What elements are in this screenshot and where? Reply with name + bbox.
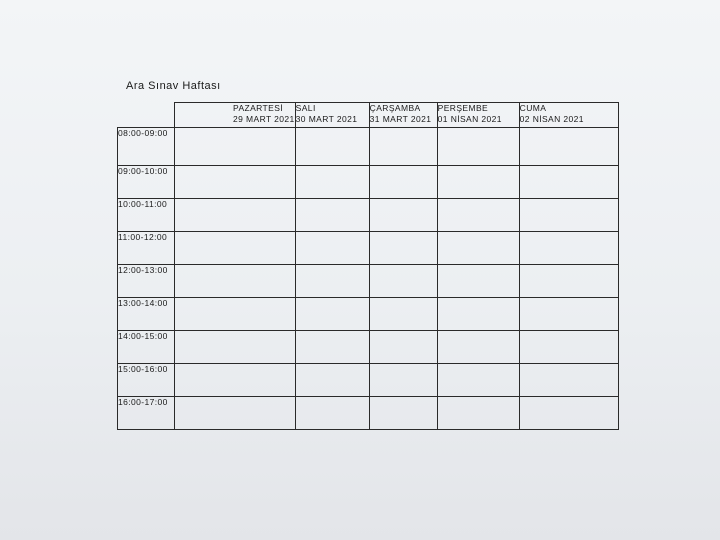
schedule-cell — [369, 298, 437, 331]
exam-schedule-table — [117, 102, 619, 430]
time-slot-label: 15:00-16:00 — [118, 364, 175, 397]
schedule-cell — [295, 364, 369, 397]
schedule-cell — [519, 265, 618, 298]
day-name: CUMA — [519, 103, 547, 113]
schedule-cell — [437, 397, 519, 430]
schedule-cell — [519, 166, 618, 199]
table-row — [118, 232, 619, 265]
schedule-cell — [369, 128, 437, 166]
schedule-cell — [369, 265, 437, 298]
schedule-cell — [175, 298, 296, 331]
schedule-cell — [519, 364, 618, 397]
schedule-cell — [175, 128, 296, 166]
day-name: PERŞEMBE — [437, 103, 489, 113]
header-row — [118, 103, 619, 128]
day-date: 01 NİSAN 2021 — [437, 114, 502, 124]
schedule-cell — [175, 199, 296, 232]
day-date: 29 MART 2021 — [233, 114, 295, 124]
schedule-cell — [437, 199, 519, 232]
corner-cell — [118, 103, 175, 128]
schedule-cell — [519, 128, 618, 166]
schedule-cell — [519, 331, 618, 364]
time-slot-label: 14:00-15:00 — [118, 331, 175, 364]
schedule-cell — [175, 331, 296, 364]
table-row — [118, 128, 619, 166]
schedule-cell — [295, 265, 369, 298]
schedule-cell — [295, 166, 369, 199]
schedule-cell — [437, 298, 519, 331]
time-slot-label: 16:00-17:00 — [118, 397, 175, 430]
day-date: 02 NİSAN 2021 — [519, 114, 584, 124]
schedule-cell — [437, 232, 519, 265]
day-date: 31 MART 2021 — [369, 114, 432, 124]
day-header-tuesday — [295, 103, 369, 128]
schedule-cell — [437, 331, 519, 364]
day-header-friday — [519, 103, 618, 128]
schedule-cell — [519, 397, 618, 430]
time-slot-label: 11:00-12:00 — [118, 232, 175, 265]
time-slot-label: 09:00-10:00 — [118, 166, 175, 199]
day-name: PAZARTESİ — [233, 103, 284, 113]
day-header-thursday — [437, 103, 519, 128]
day-header-monday — [175, 103, 296, 128]
schedule-cell — [295, 128, 369, 166]
schedule-cell — [295, 298, 369, 331]
schedule-cell — [295, 199, 369, 232]
schedule-cell — [369, 364, 437, 397]
schedule-cell — [175, 265, 296, 298]
time-slot-label: 12:00-13:00 — [118, 265, 175, 298]
schedule-cell — [175, 364, 296, 397]
schedule-cell — [437, 265, 519, 298]
schedule-cell — [295, 232, 369, 265]
day-name: ÇARŞAMBA — [369, 103, 421, 113]
table-row — [118, 199, 619, 232]
table-row — [118, 298, 619, 331]
table-row — [118, 364, 619, 397]
day-header-wednesday — [369, 103, 437, 128]
schedule-cell — [295, 397, 369, 430]
time-slot-label: 08:00-09:00 — [118, 128, 175, 166]
day-date: 30 MART 2021 — [295, 114, 358, 124]
schedule-cell — [519, 232, 618, 265]
schedule-cell — [519, 298, 618, 331]
schedule-cell — [369, 397, 437, 430]
table-row — [118, 265, 619, 298]
schedule-cell — [369, 331, 437, 364]
schedule-cell — [519, 199, 618, 232]
time-slot-label: 10:00-11:00 — [118, 199, 175, 232]
schedule-cell — [369, 232, 437, 265]
day-name: SALI — [295, 103, 316, 113]
schedule-cell — [175, 232, 296, 265]
schedule-cell — [295, 331, 369, 364]
page-title: Ara Sınav Haftası — [126, 80, 221, 92]
schedule-cell — [437, 166, 519, 199]
table-row — [118, 166, 619, 199]
schedule-cell — [175, 166, 296, 199]
schedule-cell — [369, 199, 437, 232]
schedule-cell — [175, 397, 296, 430]
table-row — [118, 331, 619, 364]
schedule-cell — [369, 166, 437, 199]
table-row — [118, 397, 619, 430]
time-slot-label: 13:00-14:00 — [118, 298, 175, 331]
schedule-cell — [437, 364, 519, 397]
schedule-cell — [437, 128, 519, 166]
